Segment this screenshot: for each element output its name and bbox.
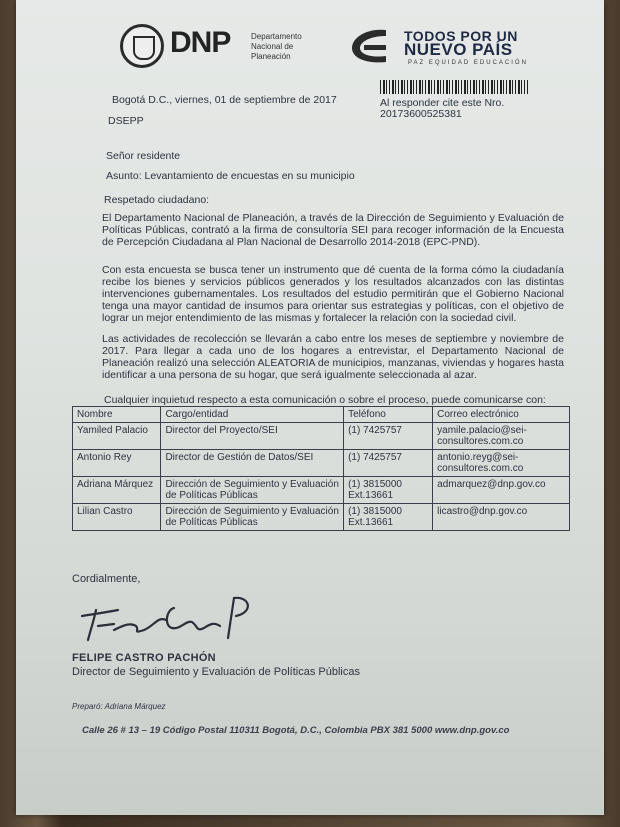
column-header: Nombre: [73, 407, 161, 423]
letter-page: [16, 0, 604, 815]
handwritten-signature: [74, 586, 264, 646]
cite-label: Al responder cite este Nro.: [380, 97, 505, 109]
footer-address: Calle 26 # 13 – 19 Código Postal 110311 Bogotá, D.C., Colombia PBX 381 5000 www.dnp.gov.co: [82, 725, 510, 736]
dnp-logo-subtitle: Departamento Nacional de Planeación: [251, 32, 302, 61]
table-cell: licastro@dnp.gov.co: [433, 504, 570, 531]
table-cell: admarquez@dnp.gov.co: [433, 477, 570, 504]
table-cell: antonio.reyg@sei-consultores.com.co: [433, 450, 570, 477]
coat-of-arms-icon: [120, 24, 164, 68]
table-row: [73, 477, 570, 504]
contacts-table: [72, 406, 570, 531]
letter-date: Bogotá D.C., viernes, 01 de septiembre de 2017: [112, 94, 337, 106]
table-cell: Director de Gestión de Datos/SEI: [161, 450, 344, 477]
column-header: Correo electrónico: [433, 407, 570, 423]
table-cell: Dirección de Seguimiento y Evaluación de Políticas Públicas: [161, 504, 344, 531]
slogan-line-1: TODOS POR UN: [404, 28, 518, 44]
table-row: [73, 450, 570, 477]
body-paragraph: Las actividades de recolección se llevarán a cabo entre los meses de septiembre y noviembre de 2017. Para llegar a cada uno de los hogares a entrevistar, el Departamento Nacional de Planeación realizó una selección ALEATORIA de municipios, manzanas, viviendas y hogares hasta identificar a una persona de su hogar, que será igualmente seleccionada al azar.: [102, 333, 564, 381]
table-cell: Lilian Castro: [73, 504, 161, 531]
slogan-line-2: NUEVO PAÍS: [404, 40, 513, 59]
slogan-logo: [346, 22, 546, 72]
table-cell: Adriana Márquez: [73, 477, 161, 504]
subject-line: Asunto: Levantamiento de encuestas en su municipio: [106, 170, 355, 182]
column-header: Teléfono: [344, 407, 433, 423]
table-cell: Director del Proyecto/SEI: [161, 423, 344, 450]
inquiry-line: Cualquier inquietud respecto a esta comunicación o sobre el proceso, puede comunicarse con:: [104, 394, 546, 406]
signer-title: Director de Seguimiento y Evaluación de Políticas Públicas: [72, 666, 360, 678]
closing: Cordialmente,: [72, 573, 141, 585]
table-cell: (1) 7425757: [344, 423, 433, 450]
table-cell: (1) 7425757: [344, 450, 433, 477]
table-cell: Antonio Rey: [73, 450, 161, 477]
column-header: Cargo/entidad: [161, 407, 344, 423]
body-paragraph: El Departamento Nacional de Planeación, a través de la Dirección de Seguimiento y Evaluación de Políticas Públicas, contrató a la firma de consultoría SEI para recoger información de la Encuesta de Percepción Ciudadana al Plan Nacional de Desarrollo 2014-2018 (EPC-PND).: [102, 212, 564, 248]
dnp-logo: [116, 22, 306, 78]
greeting: Respetado ciudadano:: [104, 194, 210, 206]
table-cell: (1) 3815000 Ext.13661: [344, 504, 433, 531]
barcode: [380, 80, 528, 94]
table-header-row: [73, 407, 570, 423]
table-cell: (1) 3815000 Ext.13661: [344, 477, 433, 504]
table-row: [73, 423, 570, 450]
table-row: [73, 504, 570, 531]
swoosh-icon: [346, 24, 392, 68]
prepared-by: Preparó: Adriana Márquez: [72, 702, 166, 711]
table-cell: yamile.palacio@sei-consultores.com.co: [433, 423, 570, 450]
body-paragraph: Con esta encuesta se busca tener un instrumento que dé cuenta de la forma cómo la ciudadanía recibe los bienes y servicios públicos generados y los resultados alcanzados con las distintas intervenciones gubernamentales. Los resultados del estudio permitirán que el Gobierno Nacional tenga una mayor cantidad de insumos para orientar sus estrategias y políticas, con el objetivo de lograr un mejor entendimiento de las mismas y fortalecer la relación con la sociedad civil.: [102, 264, 564, 324]
slogan-line-3: PAZ EQUIDAD EDUCACIÓN: [408, 60, 528, 66]
dnp-logo-text: DNP: [170, 26, 231, 59]
table-cell: Dirección de Seguimiento y Evaluación de Políticas Públicas: [161, 477, 344, 504]
office-code: DSEPP: [108, 115, 144, 127]
recipient: Señor residente: [106, 150, 181, 162]
signer-name: FELIPE CASTRO PACHÓN: [72, 652, 216, 664]
table-cell: Yamiled Palacio: [73, 423, 161, 450]
cite-number: 20173600525381: [380, 108, 462, 120]
